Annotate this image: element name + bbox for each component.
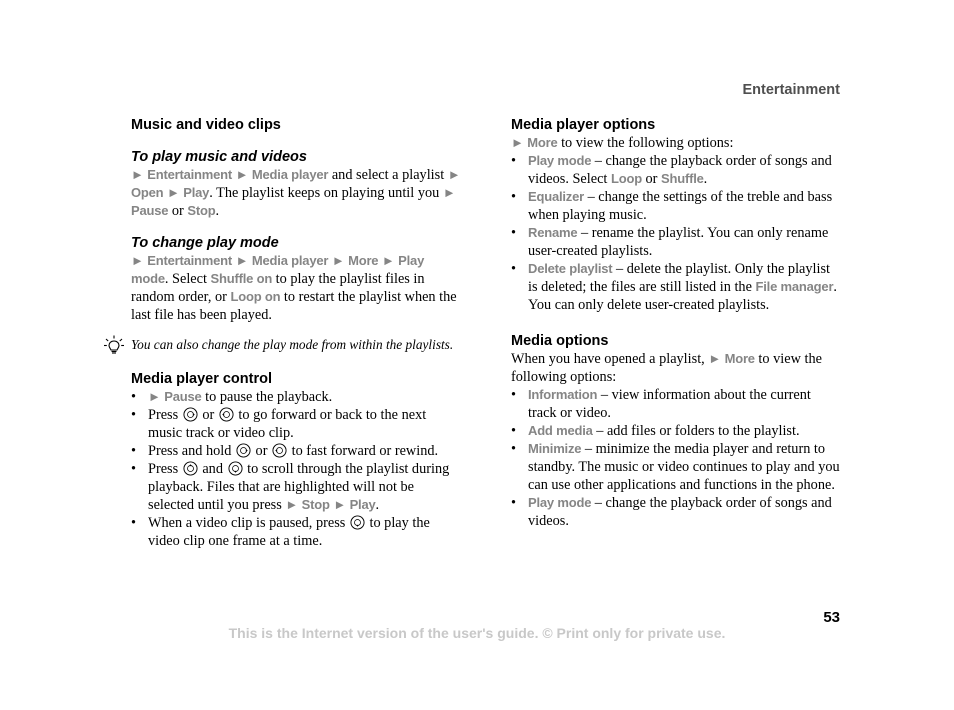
section-header: Entertainment <box>742 82 840 98</box>
text: . <box>215 203 220 219</box>
text: – add files or folders to the playlist. <box>592 423 800 439</box>
menu-play: Play <box>183 185 210 200</box>
control-list <box>131 388 461 550</box>
menu-more: More <box>348 253 379 268</box>
text: . You can only delete user-created playlists. <box>528 279 837 313</box>
text: . Select <box>164 271 211 287</box>
option-add-media: Add media <box>528 423 593 438</box>
text: – minimize the media player and return to standby. The music or video continues to play and you can use other applications and functions in the phone. <box>528 441 840 493</box>
options-list <box>511 152 841 314</box>
music-video-title: Music and video clips <box>131 117 281 133</box>
text: – change the settings of the treble and bass when playing music. <box>528 189 833 223</box>
menu-media-player: Media player <box>251 167 329 182</box>
menu-stop: Stop <box>301 497 330 512</box>
menu-shuffle: Shuffle <box>661 171 704 186</box>
list-item <box>511 386 841 422</box>
menu-arrow-icon: ► <box>235 167 249 182</box>
tip-text: You can also change the play mode from within the playlists. <box>131 337 454 352</box>
list-item <box>511 440 841 494</box>
menu-arrow-icon: ► <box>708 351 721 366</box>
text: to play the playlist files in random order, or <box>131 271 425 305</box>
menu-loop: Loop <box>610 171 642 186</box>
text: and select a playlist <box>328 167 448 183</box>
footer-notice: This is the Internet version of the user's guide. © Print only for private use. <box>228 625 726 641</box>
change-play-mode-heading: To change play mode <box>131 235 279 251</box>
menu-more: More <box>724 351 755 366</box>
menu-arrow-icon: ► <box>381 253 395 268</box>
menu-arrow-icon: ► <box>447 167 461 182</box>
list-item <box>511 224 841 260</box>
text: – delete the playlist. Only the playlist is deleted; the files are still listed in the <box>528 261 831 295</box>
text: or <box>198 407 218 423</box>
menu-open: Open <box>131 185 164 200</box>
list-item <box>511 422 841 440</box>
option-equalizer: Equalizer <box>528 189 584 204</box>
nav-left-key-icon <box>219 407 234 422</box>
media-options-heading: Media options <box>511 333 609 349</box>
text: or <box>641 171 662 187</box>
nav-right-key-icon <box>236 443 251 458</box>
text: – rename the playlist. You can only rename user-created playlists. <box>528 225 829 259</box>
menu-arrow-icon: ► <box>167 185 180 200</box>
media-player-control-heading: Media player control <box>131 371 273 387</box>
menu-stop: Stop <box>187 203 216 218</box>
text: to fast forward or rewind. <box>288 443 439 459</box>
nav-up-key-icon <box>183 461 198 476</box>
text: to view the following options: <box>511 351 822 385</box>
menu-arrow-icon: ► <box>235 253 249 268</box>
menu-pause: Pause <box>164 389 202 404</box>
list-item <box>131 514 461 550</box>
menu-arrow-icon: ► <box>511 135 524 150</box>
text: to scroll through the playlist during playback. Files that are highlighted will not be selected until you press <box>148 461 450 513</box>
play-music-heading: To play music and videos <box>131 149 307 165</box>
left-column <box>131 116 461 550</box>
menu-play: Play <box>349 497 376 512</box>
menu-file-manager: File manager <box>755 279 834 294</box>
option-minimize: Minimize <box>528 441 582 456</box>
options-intro <box>511 134 841 152</box>
nav-right-key-icon <box>183 407 198 422</box>
play-music-paragraph <box>131 166 461 220</box>
menu-loop-on: Loop on <box>230 289 281 304</box>
option-play-mode: Play mode <box>528 495 592 510</box>
text: to view the following options: <box>557 135 734 151</box>
text: – change the playback order of songs and videos. Select <box>528 153 832 187</box>
text: – view information about the current track or video. <box>528 387 811 421</box>
text: to restart the playlist when the last file has been played. <box>131 289 457 323</box>
list-item <box>131 406 461 442</box>
menu-arrow-icon: ► <box>131 167 144 182</box>
menu-arrow-icon: ► <box>148 389 161 404</box>
menu-arrow-icon: ► <box>442 185 456 200</box>
list-item <box>131 442 461 460</box>
menu-pause: Pause <box>131 203 169 218</box>
option-play-mode: Play mode <box>528 153 592 168</box>
nav-down-key-icon <box>228 461 243 476</box>
list-item <box>511 260 841 314</box>
text: Press <box>148 407 182 423</box>
nav-down-key-icon <box>350 515 365 530</box>
page-number: 53 <box>823 609 840 626</box>
text: or <box>168 203 188 219</box>
option-rename: Rename <box>528 225 578 240</box>
text: . <box>375 497 380 513</box>
menu-arrow-icon: ► <box>331 253 345 268</box>
tip-note <box>131 336 461 354</box>
list-item <box>511 494 841 530</box>
text: – change the playback order of songs and videos. <box>528 495 832 529</box>
media-intro <box>511 350 841 386</box>
text: or <box>251 443 272 459</box>
text: Press and hold <box>148 443 235 459</box>
text: When a video clip is paused, press <box>148 515 349 531</box>
list-item <box>511 188 841 224</box>
text: to go forward or back to the next music track or video clip. <box>148 407 427 441</box>
option-delete-playlist: Delete playlist <box>528 261 613 276</box>
media-options-list <box>511 386 841 530</box>
list-item <box>131 460 461 514</box>
nav-left-key-icon <box>272 443 287 458</box>
lightbulb-tip-icon <box>103 334 125 358</box>
menu-arrow-icon: ► <box>131 253 144 268</box>
menu-entertainment: Entertainment <box>147 253 233 268</box>
text: When you have opened a playlist, <box>511 351 709 367</box>
menu-entertainment: Entertainment <box>147 167 233 182</box>
option-information: Information <box>528 387 598 402</box>
media-player-options-heading: Media player options <box>511 117 656 133</box>
menu-more: More <box>527 135 558 150</box>
right-column <box>511 116 841 530</box>
menu-play-mode: Play mode <box>131 253 425 286</box>
text: Press <box>148 461 182 477</box>
menu-arrow-icon: ► <box>285 497 299 512</box>
text: . The playlist keeps on playing until you <box>209 185 443 201</box>
change-play-mode-paragraph <box>131 252 461 324</box>
text: . <box>703 171 708 187</box>
menu-shuffle-on: Shuffle on <box>210 271 273 286</box>
text: to play the video clip one frame at a time. <box>148 515 430 549</box>
text: to pause the playback. <box>201 389 333 405</box>
list-item <box>511 152 841 188</box>
list-item <box>131 388 461 406</box>
text: and <box>198 461 227 477</box>
menu-arrow-icon: ► <box>333 497 346 512</box>
menu-media-player: Media player <box>251 253 329 268</box>
